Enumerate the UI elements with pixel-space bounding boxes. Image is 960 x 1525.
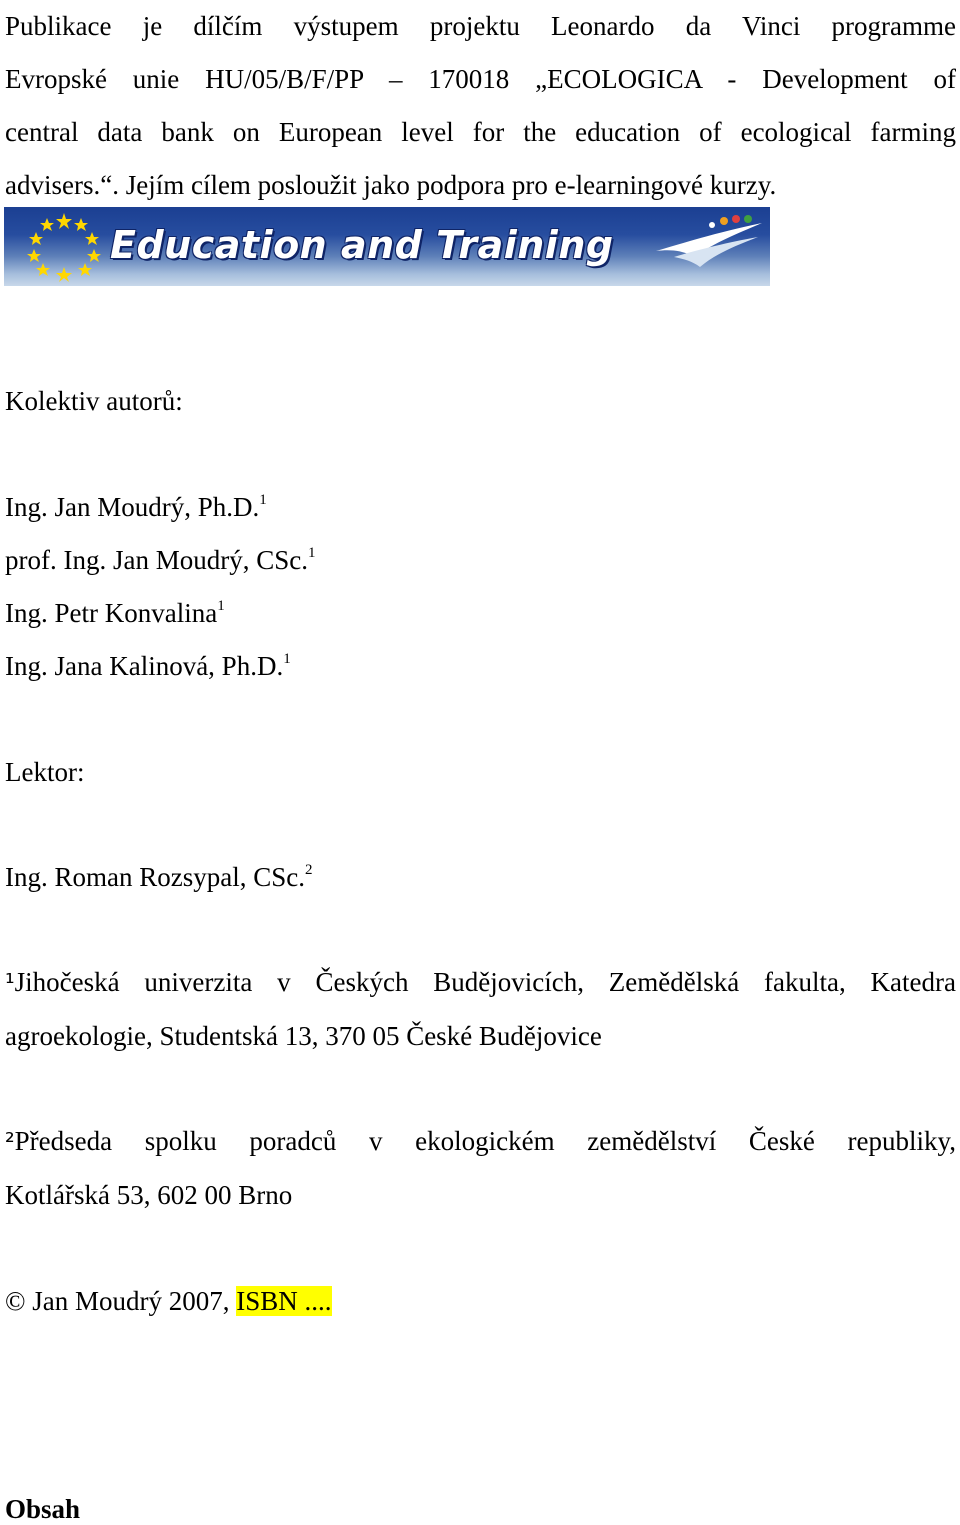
affiliation-sup: 1: [283, 651, 291, 667]
affiliation-sup: 1: [217, 598, 225, 614]
author-name: Ing. Petr Konvalina: [5, 598, 218, 628]
eu-stars-icon: [26, 211, 102, 283]
intro-line: central data bank on European level for the education of ecological farming: [5, 117, 956, 147]
affiliation-sup: 2: [304, 862, 313, 878]
affiliation-line: agroekologie, Studentská 13, 370 05 České Budějovice: [5, 1021, 602, 1051]
affiliation-mark: ¹: [5, 969, 15, 997]
isbn-highlight: ISBN ....: [236, 1286, 332, 1316]
author-name: Ing. Jana Kalinová, Ph.D.: [5, 651, 284, 681]
banner-title: Education and Training: [110, 223, 614, 267]
education-training-banner: [4, 207, 770, 286]
author-name: prof. Ing. Jan Moudrý, CSc.: [5, 545, 308, 575]
authors-label: Kolektiv autorů:: [5, 386, 183, 416]
author-item: [5, 650, 291, 682]
lector-item: [5, 861, 312, 893]
affiliation-line: [5, 1115, 956, 1169]
copyright-line: [5, 1285, 332, 1317]
affiliation-mark: ²: [5, 1128, 15, 1156]
intro-line: Publikace je dílčím výstupem projektu Leonardo da Vinci programme: [5, 11, 956, 41]
author-item: [5, 544, 315, 576]
affiliation-line: Kotlářská 53, 602 00 Brno: [5, 1180, 293, 1210]
author-item: [5, 597, 225, 629]
affiliation-1: [5, 956, 956, 1063]
lector-name: Ing. Roman Rozsypal, CSc.: [5, 862, 305, 892]
affiliation-line: [5, 956, 956, 1010]
author-name: Ing. Jan Moudrý, Ph.D.: [5, 492, 260, 522]
affiliation-sup: 1: [307, 545, 316, 561]
affiliation-sup: 1: [259, 492, 267, 508]
intro-paragraph: [5, 0, 956, 212]
intro-line: advisers.“. Jejím cílem posloužit jako podpora pro e-learningové kurzy.: [5, 170, 777, 200]
lector-label: Lektor:: [5, 757, 85, 787]
copyright-text: © Jan Moudrý 2007,: [5, 1286, 237, 1316]
author-item: [5, 491, 267, 523]
swoosh-logo-icon: [654, 213, 766, 273]
intro-line: Evropské unie HU/05/B/F/PP – 170018 „ECOLOGICA - Development of: [5, 64, 956, 94]
affiliation-2: [5, 1115, 956, 1222]
affiliation-text: Předseda spolku poradců v ekologickém zemědělství České republiky,: [14, 1126, 956, 1156]
toc-heading: Obsah: [5, 1494, 81, 1524]
affiliation-text: Jihočeská univerzita v Českých Budějovicích, Zemědělská fakulta, Katedra: [14, 967, 956, 997]
